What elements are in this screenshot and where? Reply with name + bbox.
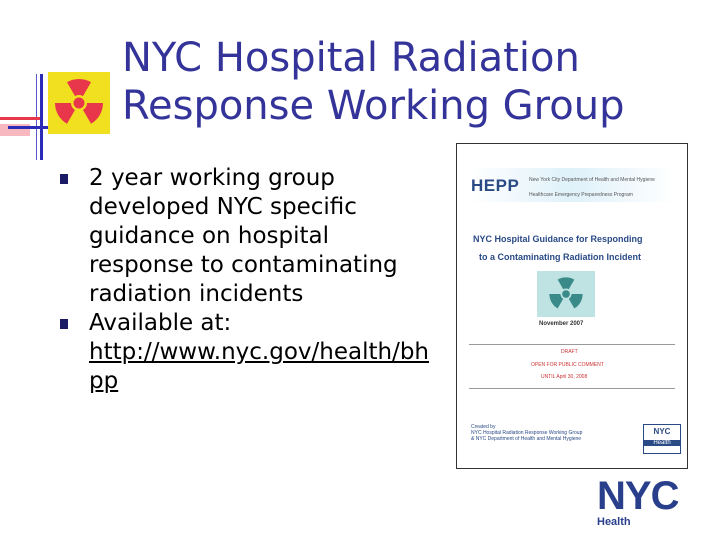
title-line-2: Response Working Group <box>122 83 625 129</box>
guidance-document-thumbnail <box>456 143 688 469</box>
document-title: NYC Hospital Guidance for Responding <box>473 234 643 244</box>
hepp-subtitle: Healthcare Emergency Preparedness Program <box>529 192 633 198</box>
health-label: Health <box>597 516 631 528</box>
bullet-text: 2 year working group developed NYC specific guidance on hospital response to contaminating radiation incidents <box>89 165 398 307</box>
hepp-subtitle: New York City Department of Health and Mental Hygiene <box>529 177 655 183</box>
nyc-mark-text: NYC <box>653 427 671 436</box>
bullet-list <box>60 164 440 396</box>
hepp-wordmark: HEPP <box>471 176 520 195</box>
document-title: to a Contaminating Radiation Incident <box>479 252 641 262</box>
comment-deadline-label: UNTIL April 30, 2008 <box>541 374 588 380</box>
divider <box>469 388 675 389</box>
radiation-trefoil-icon <box>48 72 110 134</box>
draft-label: DRAFT <box>561 349 578 355</box>
created-by-text <box>471 424 582 442</box>
created-by-line: & NYC Department of Health and Mental Hygiene <box>471 436 582 442</box>
nyc-health-mark <box>643 424 681 454</box>
created-by-line: NYC Hospital Radiation Response Working Group <box>471 430 583 436</box>
document-date: November 2007 <box>539 321 584 327</box>
decorative-line <box>0 117 40 120</box>
public-comment-label: OPEN FOR PUBLIC COMMENT <box>531 362 604 368</box>
square-bullet-icon <box>60 174 68 184</box>
divider <box>469 344 675 345</box>
title-line-1: NYC Hospital Radiation <box>122 35 580 81</box>
decorative-line <box>40 74 43 160</box>
created-by-line: Created by <box>471 424 496 430</box>
bhpp-link[interactable]: http://www.nyc.gov/health/bhpp <box>89 339 430 394</box>
slide-title <box>122 34 682 130</box>
bullet-item <box>60 309 440 396</box>
nyc-health-logo <box>597 474 701 528</box>
radiation-trefoil-icon <box>537 271 595 317</box>
nyc-wordmark: NYC <box>597 474 679 518</box>
health-mark-text: Health <box>644 440 680 446</box>
bullet-text: Available at: <box>89 310 232 336</box>
square-bullet-icon <box>60 319 68 329</box>
bullet-item <box>60 164 440 309</box>
